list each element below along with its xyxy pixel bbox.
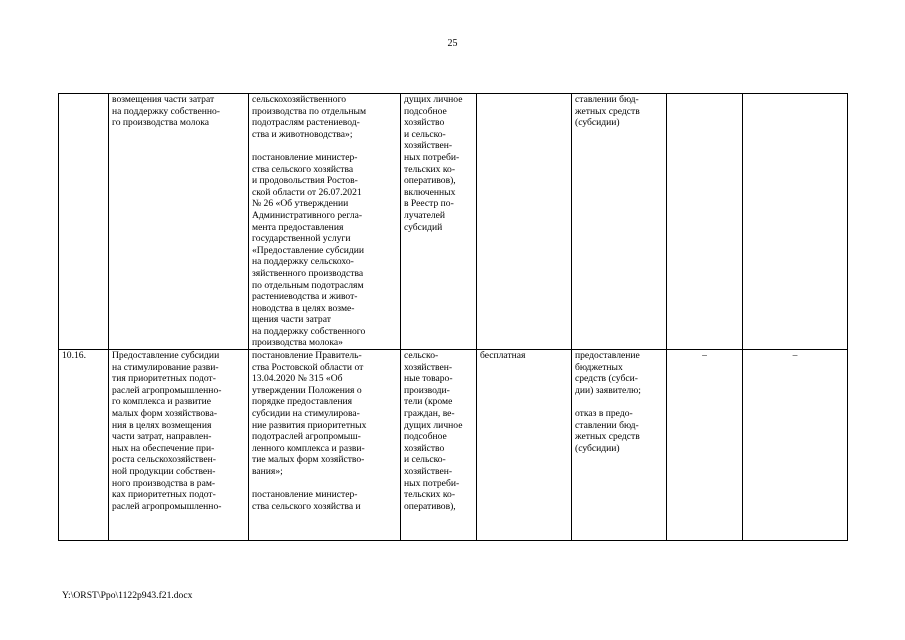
fee-cell xyxy=(477,94,572,350)
column-8-cell xyxy=(743,94,848,350)
service-name-cell: возмещения части затрат на поддержку собственно- го производства молока xyxy=(109,94,249,350)
row-number-cell xyxy=(59,94,109,350)
legal-basis-cell: постановление Правитель- ства Ростовской области от 13.04.2020 № 315 «Об утверждении Положения о порядке предоставления субсидии на стимулирова- ние развития приоритетных подотраслей агропромыш- ленного комплекса и разви- тие малых форм хозяйство- вания»; постановление министер- ства сельского хозяйства и xyxy=(249,350,401,541)
row-number-cell: 10.16. xyxy=(59,350,109,541)
legal-basis-cell: сельскохозяйственного производства по отдельным подотраслям растениевод- ства и животноводства»; постановление министер- ства сельского хозяйства и продовольствия Ростов- ской области от 26.07.2021 № 26 «Об утверждении Административного регла- мента предоставления государственной услуги «Предоставление субсидии на поддержку сельскохо- зяйственного производства по отдельным подотраслям растениеводства и живот- новодства в целях возме- щения части затрат на поддержку собственного производства молока» xyxy=(249,94,401,350)
document-path: Y:\ORST\Ppo\1122p943.f21.docx xyxy=(62,590,193,601)
recipients-cell: сельско- хозяйствен- ные товаро- производи- тели (кроме граждан, ве- дущих личное подсобное хозяйство и сельско- хозяйствен- ных потреби- тельских ко- оперативов), xyxy=(401,350,477,541)
result-cell: предоставление бюджетных средств (субси- дии) заявителю; отказ в предо- ставлении бюд- жетных средств (субсидии) xyxy=(572,350,667,541)
table-row xyxy=(59,94,848,350)
column-7-cell xyxy=(667,94,743,350)
column-7-cell: – xyxy=(667,350,743,541)
column-8-cell: – xyxy=(743,350,848,541)
page-number: 25 xyxy=(447,38,458,49)
table-row xyxy=(59,350,848,541)
result-cell: ставлении бюд- жетных средств (субсидии) xyxy=(572,94,667,350)
fee-cell: бесплатная xyxy=(477,350,572,541)
service-name-cell: Предоставление субсидии на стимулирование разви- тия приоритетных подот- раслей агропромышленно- го комплекса и развитие малых форм хозяйствова- ния в целях возмещения части затрат, направлен- ных на обеспечение при- роста сельскохозяйствен- ной продукции собствен- ного производства в рам- ках приоритетных подот- раслей агропромышленно- xyxy=(109,350,249,541)
services-table xyxy=(58,93,848,541)
recipients-cell: дущих личное подсобное хозяйство и сельско- хозяйствен- ных потреби- тельских ко- оперативов), включенных в Реестр по- лучателей субсидий xyxy=(401,94,477,350)
